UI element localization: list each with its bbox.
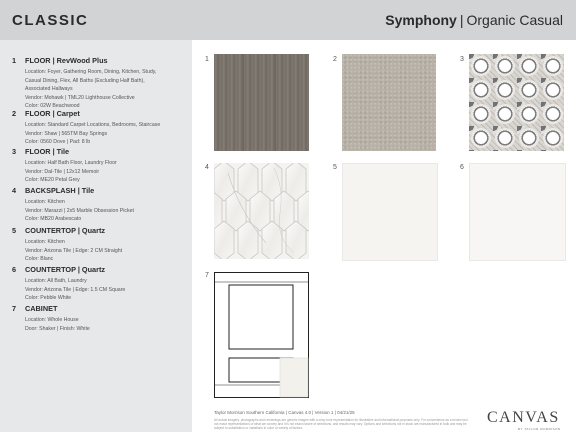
marble-backsplash-swatch xyxy=(214,163,309,259)
collection-style: Organic Casual xyxy=(466,12,563,28)
selection-detail: Location: Half Bath Floor, Laundry Floor xyxy=(25,160,117,166)
selection-number: 3 xyxy=(12,147,17,156)
footer-disclaimer: All actual imagery, photographs and renderings are generic images with a crisp tone representation for illustrative and informational purposes only. For convenience as a review tool not exact representations of what we convey and it is not exact nature of selections, and results may vary. Options and selections not in stock are manufactured in bulk and may be subject to substitution or variations in color or variety of factors. xyxy=(214,418,468,430)
swatch-number: 3 xyxy=(460,56,464,63)
selection-detail: Associated Hallways xyxy=(25,86,73,93)
selection-detail: Location: Kitchen xyxy=(25,239,65,245)
selection-detail: Color: 02W Beachwood xyxy=(25,103,80,110)
selection-detail: Location: Standard Carpet Locations, Bedrooms, Staircase xyxy=(25,122,161,128)
selection-title: BACKSPLASH | Tile xyxy=(25,186,95,195)
swatch-number: 4 xyxy=(205,164,209,171)
selection-detail: Door: Shaker | Finish: White xyxy=(25,325,90,332)
selection-detail: Vendor: Arizona Tile | Edge: 1.5 CM Square xyxy=(25,286,126,293)
selection-title: FLOOR | Tile xyxy=(25,147,70,156)
cabinet-door-swatch xyxy=(214,272,309,398)
selection-number: 6 xyxy=(12,265,17,274)
selection-number: 1 xyxy=(12,56,17,65)
selection-number: 4 xyxy=(12,186,17,195)
selection-detail: Color: Pebble White xyxy=(25,295,72,302)
page-title: CLASSIC xyxy=(12,12,89,29)
selections-sidebar xyxy=(0,40,192,432)
selection-detail: Vendor: Shaw | 565TM Bay Springs xyxy=(25,130,108,137)
selection-title: COUNTERTOP | Quartz xyxy=(25,226,106,235)
selection-detail: Vendor: Arizona Tile | Edge: 2 CM Straight xyxy=(25,247,123,254)
carpet-swatch xyxy=(342,54,436,151)
swatch-number: 2 xyxy=(333,56,337,63)
selection-detail: Location: Foyer, Gathering Room, Dining, Kitchen, Study, xyxy=(25,69,157,75)
quartz-blanc-swatch xyxy=(342,163,438,261)
quartz-pebble-white-swatch xyxy=(469,163,566,261)
selection-detail: Color: ME20 Petal Grey xyxy=(25,177,80,184)
shaker-door-drawing xyxy=(214,272,309,398)
swatch-number: 6 xyxy=(460,164,464,171)
selection-title: FLOOR | Carpet xyxy=(25,109,80,118)
selection-detail: Vendor: Marazzi | 2x5 Marble Obsession Picket xyxy=(25,207,134,214)
canvas-logo: CANVAS xyxy=(487,409,560,426)
selection-title: CABINET xyxy=(25,304,58,313)
collection-title xyxy=(385,12,563,28)
selection-detail: Vendor: Dal-Tile | 12x12 Memoir xyxy=(25,168,100,175)
selection-title: FLOOR | RevWood Plus xyxy=(25,56,108,65)
selection-detail: Casual Dining, Flex, All Baths (Excluding Half Bath), xyxy=(25,77,145,84)
selection-number: 7 xyxy=(12,304,17,313)
selection-number: 2 xyxy=(12,109,17,118)
wood-floor-swatch xyxy=(214,54,309,151)
swatch-number: 7 xyxy=(205,272,209,279)
selection-detail: Vendor: Mohawk | TML20 Lighthouse Collective xyxy=(25,94,135,101)
canvas-logo-subtext: BY TAYLOR MORRISON xyxy=(518,427,561,431)
selection-detail: Location: All Bath, Laundry xyxy=(25,278,87,284)
title-separator: | xyxy=(459,12,464,28)
swatch-number: 5 xyxy=(333,164,337,171)
selection-number: 5 xyxy=(12,226,17,235)
selection-title: COUNTERTOP | Quartz xyxy=(25,265,106,274)
selection-detail: Location: Kitchen xyxy=(25,199,65,205)
collection-name: Symphony xyxy=(385,12,457,28)
selection-detail: Color: MB20 Arabescato xyxy=(25,216,82,223)
selection-detail: Location: Whole House xyxy=(25,317,79,323)
header-bar xyxy=(0,0,576,40)
selection-detail: Color: Blanc xyxy=(25,256,54,263)
patterned-tile-swatch xyxy=(469,54,564,151)
selection-detail: Color: 0560 Dove | Pad: 8 lb xyxy=(25,139,91,146)
swatch-number: 1 xyxy=(205,56,209,63)
picket-tile-pattern xyxy=(214,163,309,259)
footer-info: Taylor Morrison Southern California | Canvas 4.0 | Version 1 | 04/21/25 xyxy=(214,410,355,415)
